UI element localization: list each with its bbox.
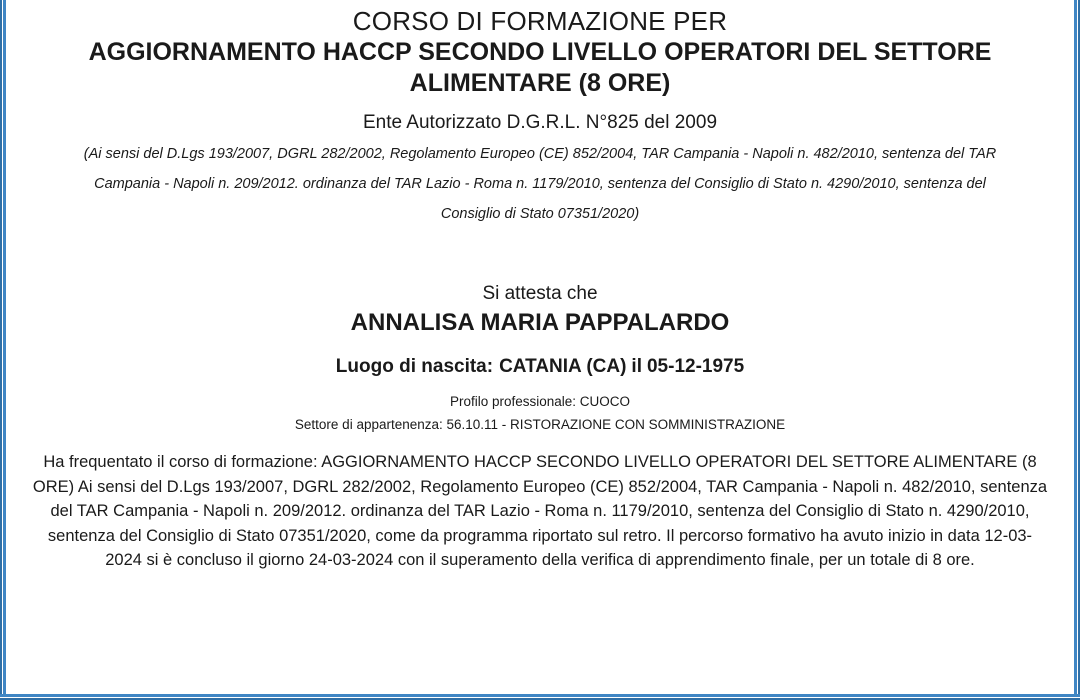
birth-date: 05-12-1975 <box>646 356 745 377</box>
course-heading: CORSO DI FORMAZIONE PER <box>352 6 728 36</box>
authorization-line: Ente Autorizzato D.G.R.L. N°825 del 2009 <box>362 112 718 133</box>
birth-place: CATANIA (CA) <box>499 356 627 377</box>
course-title: AGGIORNAMENTO HACCP SECONDO LIVELLO OPERATORI DEL SETTORE ALIMENTARE (8 ORE) <box>88 38 992 97</box>
birth-label: Luogo di nascita: <box>335 356 494 377</box>
birth-connector: il <box>631 356 642 377</box>
birth-info <box>20 354 1060 380</box>
sector-info: Settore di appartenenza: 56.10.11 - RISTORAZIONE CON SOMMINISTRAZIONE <box>294 417 786 432</box>
participant-name: ANNALISA MARIA PAPPALARDO <box>350 309 730 336</box>
course-summary: Ha frequentato il corso di formazione: AGGIORNAMENTO HACCP SECONDO LIVELLO OPERATORI DEL SETTORE ALIMENTARE (8 ORE) Ai sensi del D.Lgs 193/2007, DGRL 282/2002, Regolamento Europeo (CE) 852/2004, TAR Campania - Napoli n. 482/2010, sentenza del TAR Campania - Napoli n. 209/2012. ordinanza del TAR Lazio - Roma n. 1179/2010, sentenza del Consiglio di Stato n. 4290/2010, sentenza del Consiglio di Stato 07351/2020, come da programma riportato sul retro. Il percorso formativo ha avuto inizio in data 12-03-2024 si è concluso il giorno 24-03-2024 con il superamento della verifica di apprendimento finale, per un totale di 8 ore. <box>32 453 1048 569</box>
certificate-border-bottom <box>0 694 1080 700</box>
certificate-border-right <box>1074 0 1080 700</box>
professional-profile: Profilo professionale: CUOCO <box>449 394 631 409</box>
attest-intro: Si attesta che <box>482 283 598 304</box>
legal-reference: (Ai sensi del D.Lgs 193/2007, DGRL 282/2002, Regolamento Europeo (CE) 852/2004, TAR Campania - Napoli n. 482/2010, sentenza del TAR Campania - Napoli n. 209/2012. ordinanza del TAR Lazio - Roma n. 1179/2010, sentenza del Consiglio di Stato n. 4290/2010, sentenza del Consiglio di Stato 07351/2020) <box>83 146 997 222</box>
certificate-border-left <box>0 0 6 700</box>
